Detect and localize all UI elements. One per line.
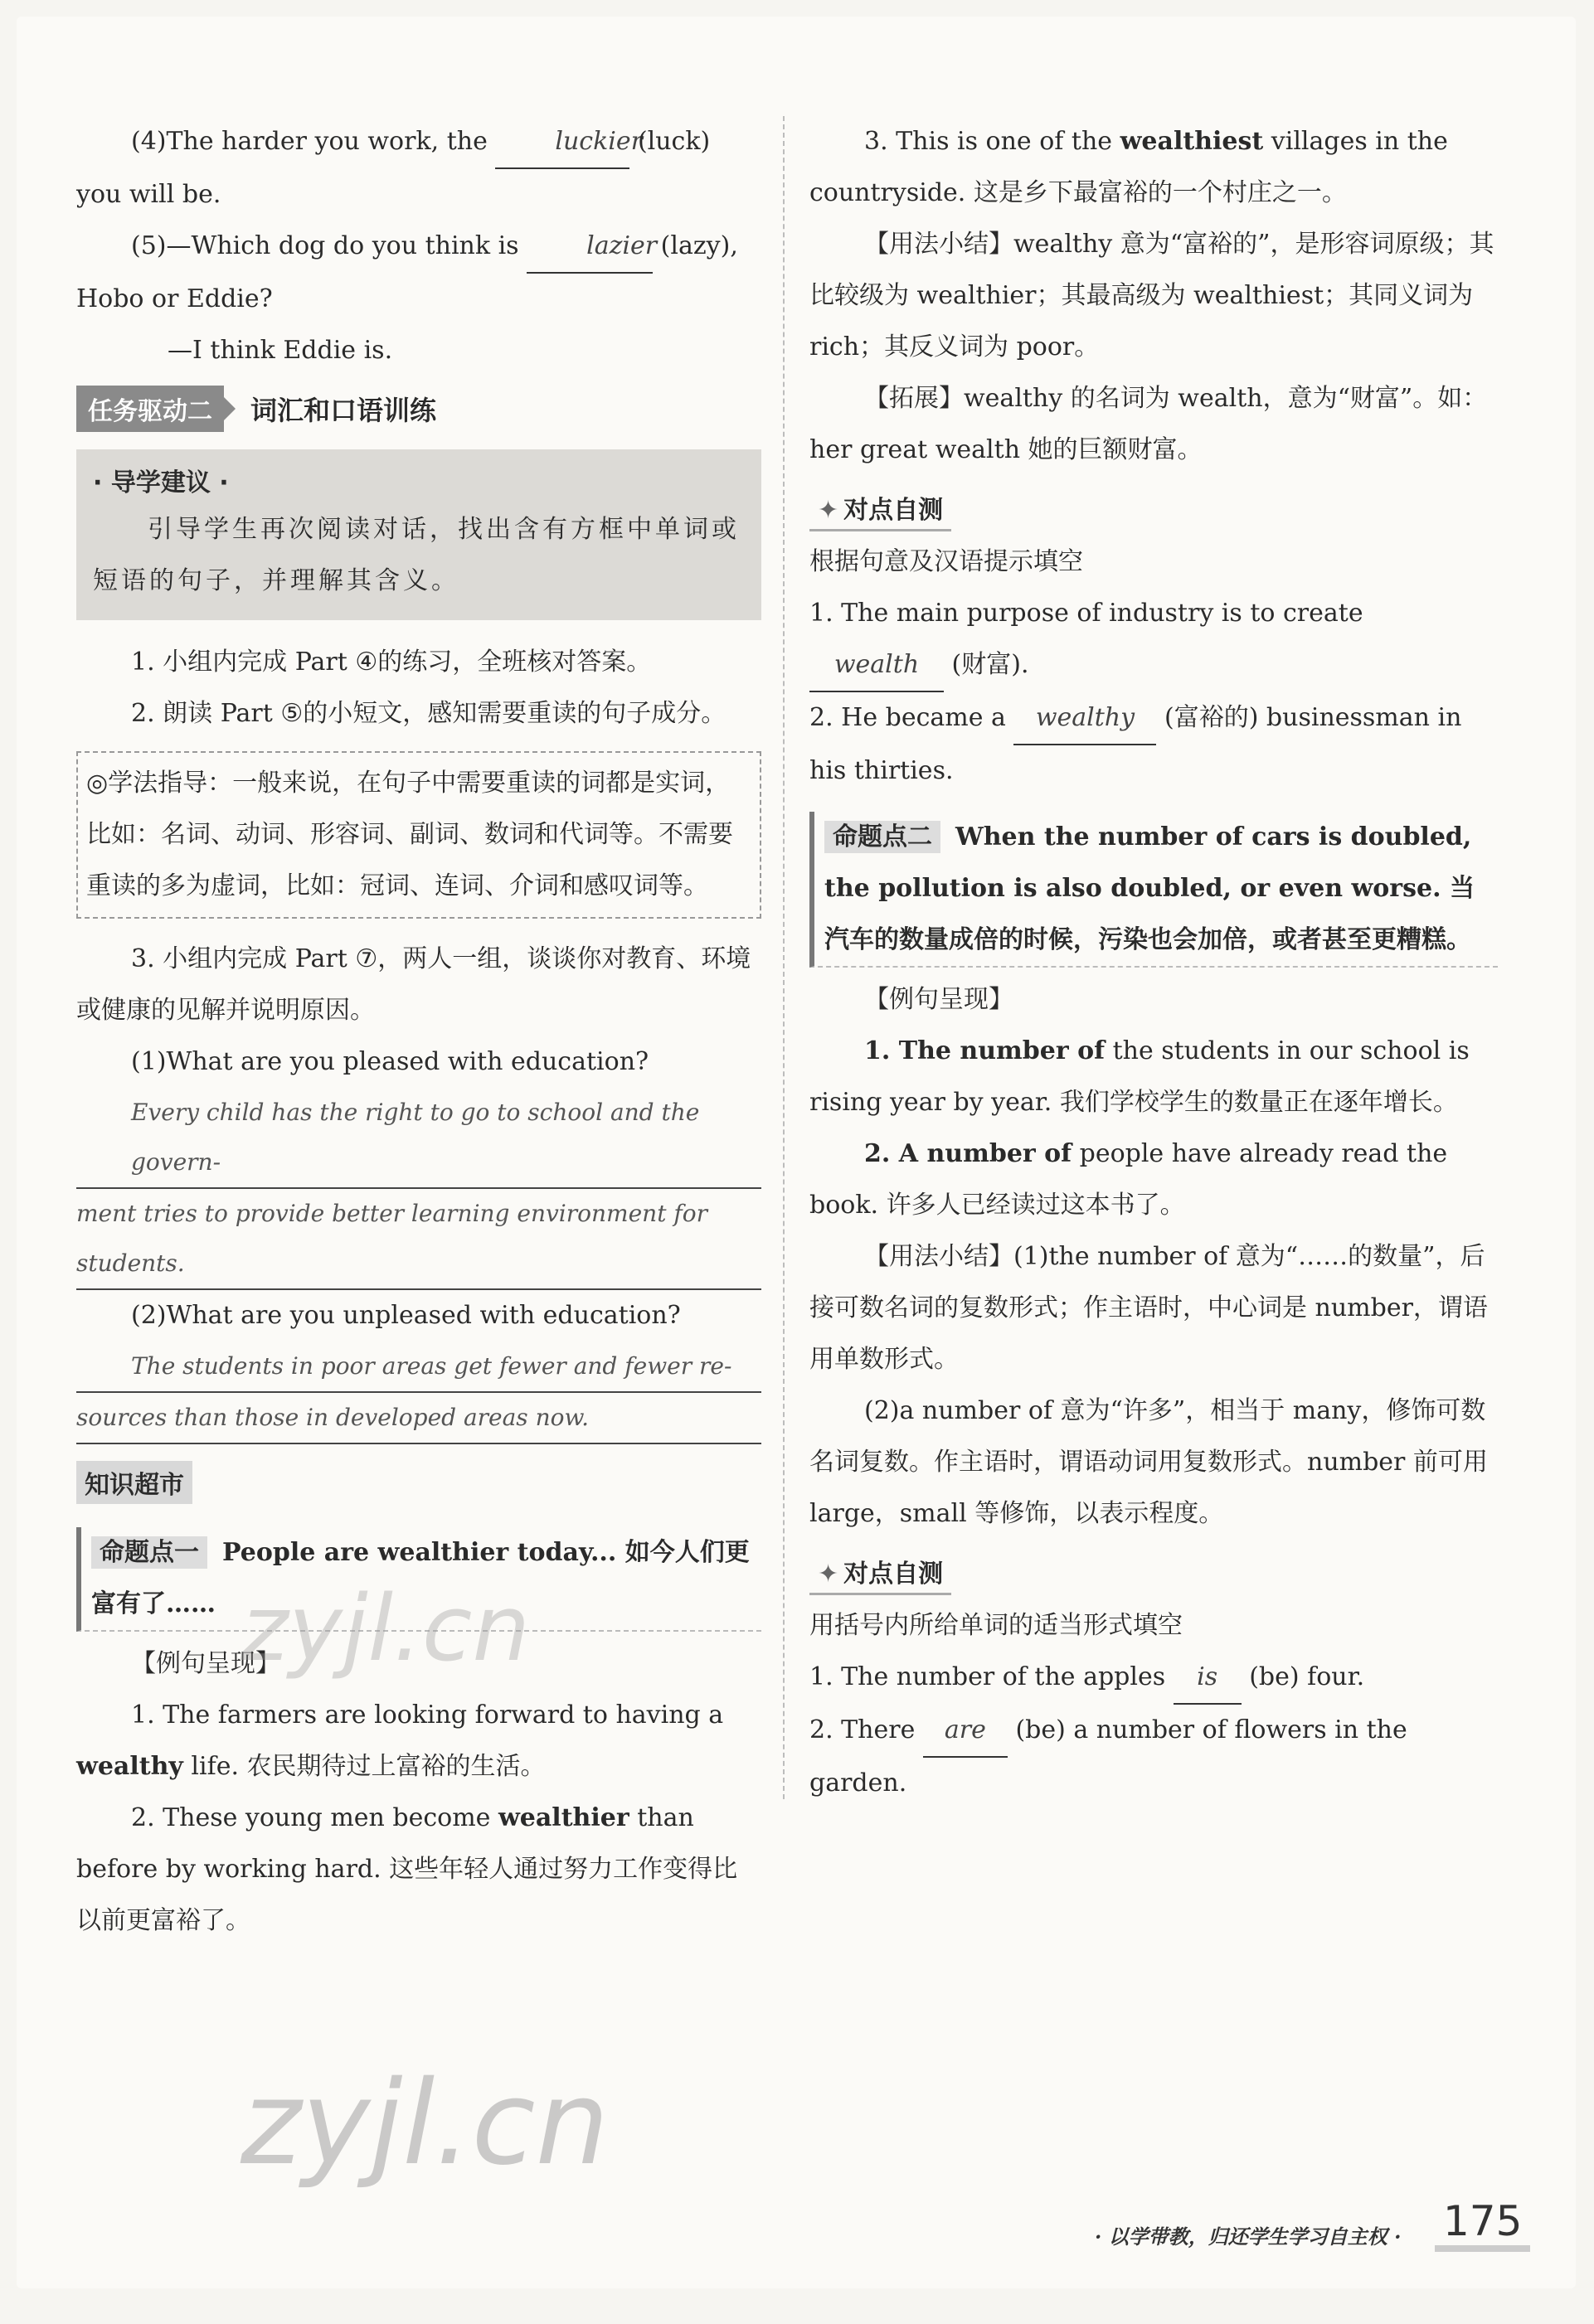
answer-blank: is (1174, 1652, 1242, 1705)
self-test-2-q2: 2. There are (be) a number of flowers in the garden. (809, 1705, 1498, 1809)
step-1: 1. 小组内完成 Part ④的练习，全班核对答案。 (131, 648, 652, 677)
page-number: 175 (1435, 2197, 1530, 2252)
usage-summary-2a: 【用法小结】(1)the number of 意为“……的数量”，后接可数名词的复数形式；作主语时，中心词是 number，谓语用单数形式。 (809, 1242, 1488, 1374)
example-sentence-b: 2. A number of people have already read the book. 许多人已经读过这本书了。 (809, 1139, 1448, 1220)
examples-label: 【例句呈现】 (864, 985, 1013, 1014)
sparkle-icon: ✦ (818, 1560, 839, 1589)
right-column (809, 116, 1498, 1809)
column-divider (783, 116, 785, 1799)
topic-text: When the number of cars is doubled, the pollution is also doubled, or even worse. 当汽车的数量成倍的时候，污染也会加倍，或者甚至更糟糕。 (824, 822, 1475, 954)
exercise-4: (4)The harder you work, the luckier (luck) you will be. (76, 116, 761, 221)
topic-tag: 命题点二 (824, 821, 940, 853)
topic-text: People are wealthier today... 如今人们更富有了…… (91, 1538, 750, 1618)
usage-summary-2b: (2)a number of 意为“许多”，相当于 many，修饰可数名词复数。作主语时，谓语动词用复数形式。number 前可用 large，small 等修饰，以表示程度。 (809, 1396, 1488, 1528)
self-test-1-instruction: 根据句意及汉语提示填空 (809, 547, 1083, 576)
arrow-icon (224, 397, 236, 420)
study-tip-box (76, 751, 761, 919)
answer-blank: wealthy (1013, 692, 1156, 745)
self-test-1-q1: 1. The main purpose of industry is to create wealth (财富). (809, 588, 1498, 692)
watermark-mid: zyjl.cn (241, 1575, 531, 1681)
topic-point-2 (809, 812, 1498, 968)
task-title: 词汇和口语训练 (250, 395, 437, 426)
guide-title: · 导学建议 · (93, 468, 229, 497)
study-tip: ◎学法指导：一般来说，在句子中需要重读的词都是实词，比如：名词、动词、形容词、副词、数词和代词等。不需要重读的多为虚词，比如：冠词、连词、介词和感叹词等。 (86, 769, 733, 900)
guide-box (76, 449, 761, 620)
self-test-2-instruction: 用括号内所给单词的适当形式填空 (809, 1611, 1183, 1640)
task-tag: 任务驱动二 (76, 386, 224, 432)
usage-summary-1: 【用法小结】wealthy 意为“富裕的”，是形容词原级；其比较级为 wealthier；其最高级为 wealthiest；其同义词为 rich；其反义词为 poor。 (809, 230, 1494, 361)
page-footer (1095, 2197, 1523, 2255)
watermark: zyjl.cn (241, 2056, 610, 2191)
exercise-5-reply: —I think Eddie is. (168, 336, 393, 365)
self-test-2-label: ✦ 对点自测 (809, 1550, 951, 1595)
topic-tag: 命题点一 (91, 1536, 207, 1569)
examples-label: 【例句呈现】 (131, 1649, 280, 1678)
exercise-5: (5)—Which dog do you think is lazier (lazy), Hobo or Eddie? (76, 221, 761, 325)
step-3: 3. 小组内完成 Part ⑦，两人一组，谈谈你对教育、环境或健康的见解并说明原因。 (76, 944, 751, 1025)
sparkle-icon: ✦ (818, 496, 839, 525)
guide-text: 引导学生再次阅读对话，找出含有方框中单词或短语的句子，并理解其含义。 (93, 515, 740, 595)
question-2: (2)What are you unpleased with education? (131, 1301, 681, 1330)
answer-1-line-1: Every child has the right to go to school and the govern- (76, 1088, 761, 1189)
answer-1-line-2: ment tries to provide better learning environment for students. (76, 1189, 761, 1290)
self-test-1-label: ✦ 对点自测 (809, 486, 951, 531)
example-sentence-3: 3. This is one of the wealthiest villages in the countryside. 这是乡下最富裕的一个村庄之一。 (809, 127, 1448, 207)
knowledge-section-label: 知识超市 (76, 1461, 192, 1504)
answer-2-line-2: sources than those in developed areas now. (76, 1393, 761, 1444)
example-sentence-a: 1. The number of the students in our school is rising year by year. 我们学校学生的数量正在逐年增长。 (809, 1036, 1470, 1117)
self-test-2-q1: 1. The number of the apples is (be) four. (809, 1652, 1498, 1705)
answer-blank: are (923, 1705, 1008, 1758)
answer-2-line-1: The students in poor areas get fewer and fewer re- (76, 1342, 761, 1393)
step-2: 2. 朗读 Part ⑤的小短文，感知需要重读的句子成分。 (131, 699, 727, 728)
self-test-1-q2: 2. He became a wealthy (富裕的) businessman in his thirties. (809, 692, 1498, 797)
answer-blank: wealth (809, 639, 944, 692)
answer-blank: luckier (495, 116, 629, 169)
task-header (76, 385, 761, 433)
example-sentence-2: 2. These young men become wealthier than before by working hard. 这些年轻人通过努力工作变得比以前更富裕了。 (76, 1803, 738, 1935)
question-1: (1)What are you pleased with education? (131, 1047, 649, 1076)
example-sentence-1: 1. The farmers are looking forward to having a wealthy life. 农民期待过上富裕的生活。 (76, 1701, 724, 1781)
extension-note: 【拓展】wealthy 的名词为 wealth，意为“财富”。如：her great wealth 她的巨额财富。 (809, 384, 1488, 464)
footer-slogan: · 以学带教，归还学生学习自主权 · (1095, 2225, 1402, 2249)
answer-blank: lazier (527, 221, 653, 274)
